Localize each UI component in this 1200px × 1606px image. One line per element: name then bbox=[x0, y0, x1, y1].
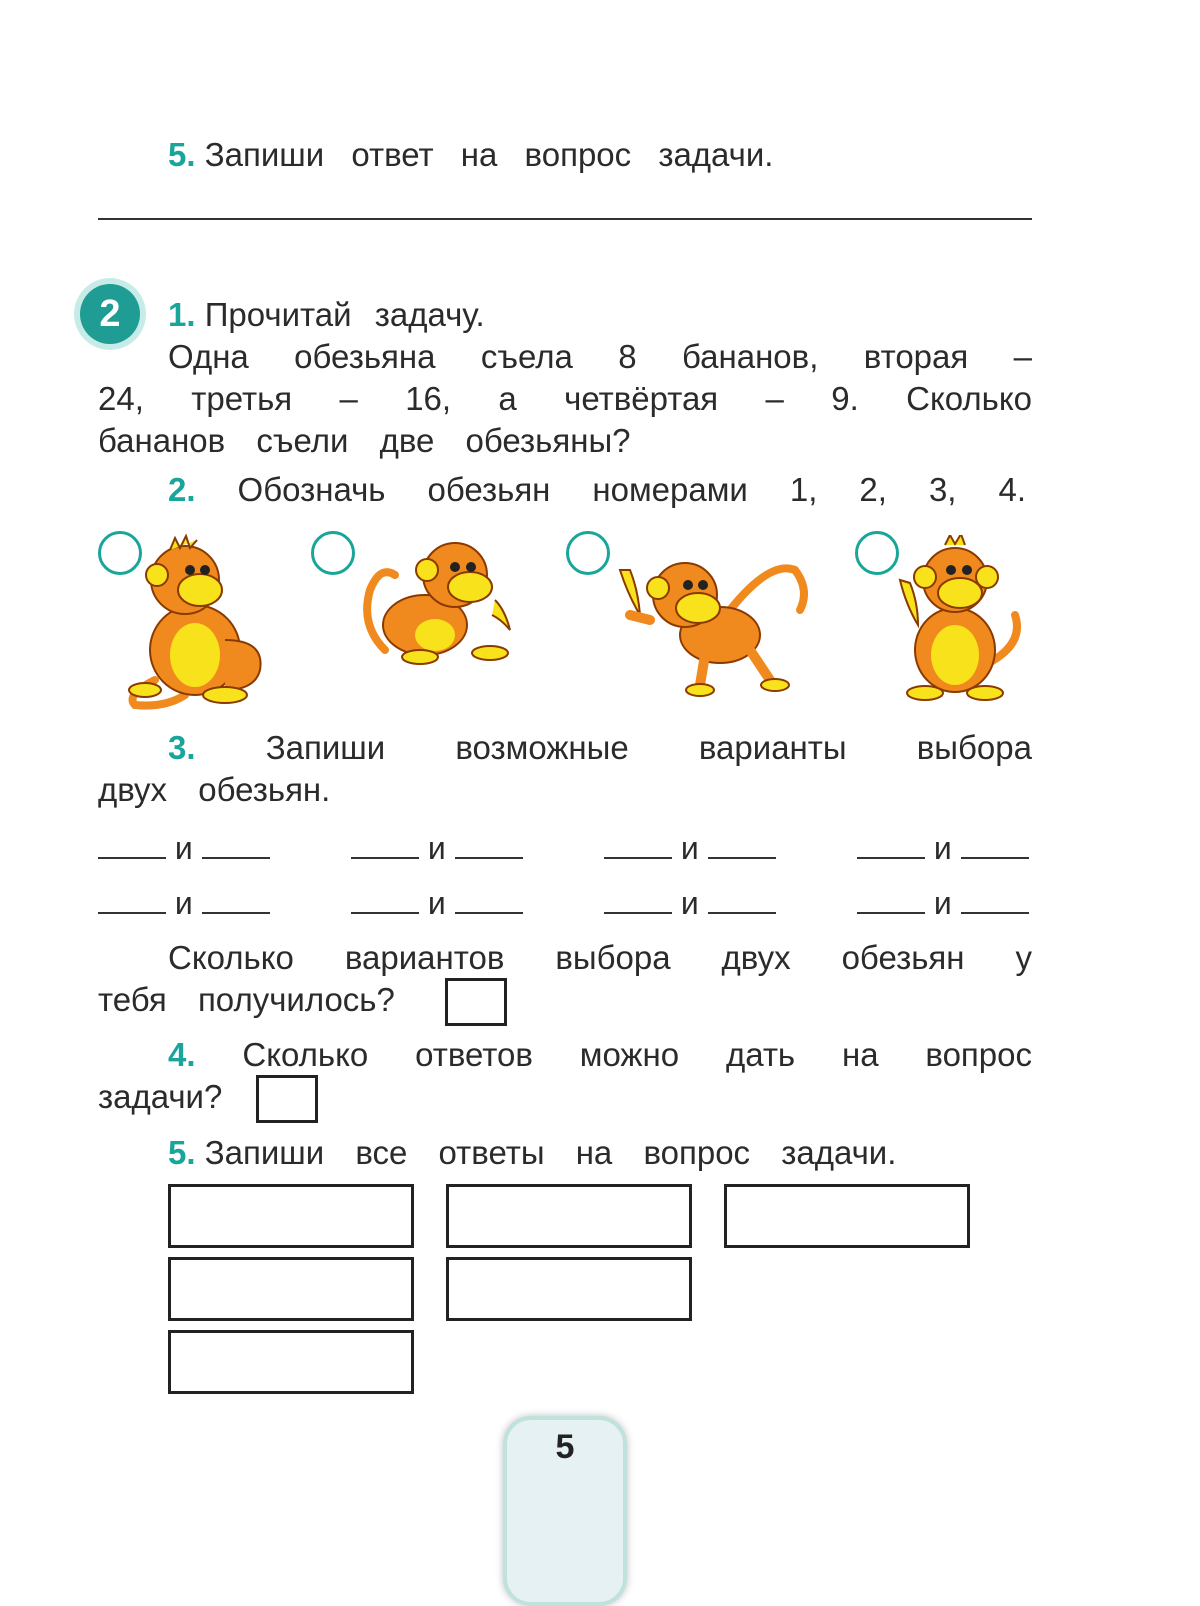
monkey-holding-banana-icon bbox=[885, 535, 1030, 705]
problem-line-2: 24, третья – 16, а четвёртая – 9. Сколько bbox=[98, 380, 1032, 417]
variants-count-box[interactable] bbox=[445, 978, 507, 1026]
pair-blank[interactable]: и bbox=[604, 828, 776, 868]
pair-blank[interactable]: и bbox=[351, 828, 523, 868]
top-instruction bbox=[168, 134, 1032, 176]
answer-box[interactable] bbox=[446, 1184, 692, 1248]
pair-blank[interactable]: и bbox=[351, 883, 523, 923]
pair-blank[interactable]: и bbox=[857, 828, 1029, 868]
step-text: Прочитай задачу. bbox=[204, 296, 485, 333]
step-text: Сколько ответов можно дать на вопрос bbox=[242, 1036, 1033, 1073]
monkey-sitting-eating-icon bbox=[115, 530, 275, 710]
answer-box[interactable] bbox=[724, 1184, 970, 1248]
step-number: 2. bbox=[168, 471, 196, 508]
answer-line[interactable] bbox=[98, 218, 1032, 220]
step-5 bbox=[168, 1132, 1032, 1174]
step-2 bbox=[168, 469, 1026, 511]
step-number: 5. bbox=[168, 136, 196, 173]
monkey-with-banana-icon bbox=[355, 535, 530, 670]
answer-box[interactable] bbox=[168, 1184, 414, 1248]
step-text: Обозначь обезьян номерами 1, 2, 3, 4. bbox=[237, 471, 1026, 508]
answers-count-box[interactable] bbox=[256, 1075, 318, 1123]
question-line-2: тебя получилось? bbox=[98, 981, 395, 1018]
pair-blank[interactable]: и bbox=[857, 883, 1029, 923]
monkey-number-circle-2[interactable] bbox=[311, 531, 355, 575]
task-number-badge: 2 bbox=[80, 284, 140, 344]
step-number: 3. bbox=[168, 729, 196, 766]
step-number: 1. bbox=[168, 296, 196, 333]
step-text: Запиши все ответы на вопрос задачи. bbox=[204, 1134, 897, 1171]
step-1 bbox=[168, 294, 1032, 336]
answer-box[interactable] bbox=[168, 1257, 414, 1321]
monkey-number-circle-3[interactable] bbox=[566, 531, 610, 575]
step-text: Запиши возможные варианты выбора bbox=[265, 729, 1032, 766]
page-number-tab bbox=[503, 1416, 627, 1606]
instruction-text: Запиши ответ на вопрос задачи. bbox=[204, 136, 774, 173]
step-3 bbox=[168, 727, 1032, 769]
answer-box[interactable] bbox=[446, 1257, 692, 1321]
step-4 bbox=[168, 1034, 1032, 1076]
step-number: 4. bbox=[168, 1036, 196, 1073]
page-number: 5 bbox=[555, 1428, 575, 1466]
step-3-line-2: двух обезьян. bbox=[98, 771, 331, 808]
pair-blank[interactable]: и bbox=[98, 883, 270, 923]
monkey-walking-banana-icon bbox=[610, 540, 815, 700]
problem-line-1: Одна обезьяна съела 8 бананов, вторая – bbox=[168, 338, 1032, 375]
step-4-line-2: задачи? bbox=[98, 1078, 223, 1115]
step-number: 5. bbox=[168, 1134, 196, 1171]
answer-box[interactable] bbox=[168, 1330, 414, 1394]
problem-line-3: бананов съели две обезьяны? bbox=[98, 422, 631, 459]
pair-blank[interactable]: и bbox=[604, 883, 776, 923]
question-line-1: Сколько вариантов выбора двух обезьян у bbox=[168, 939, 1032, 976]
pair-blank[interactable]: и bbox=[98, 828, 270, 868]
